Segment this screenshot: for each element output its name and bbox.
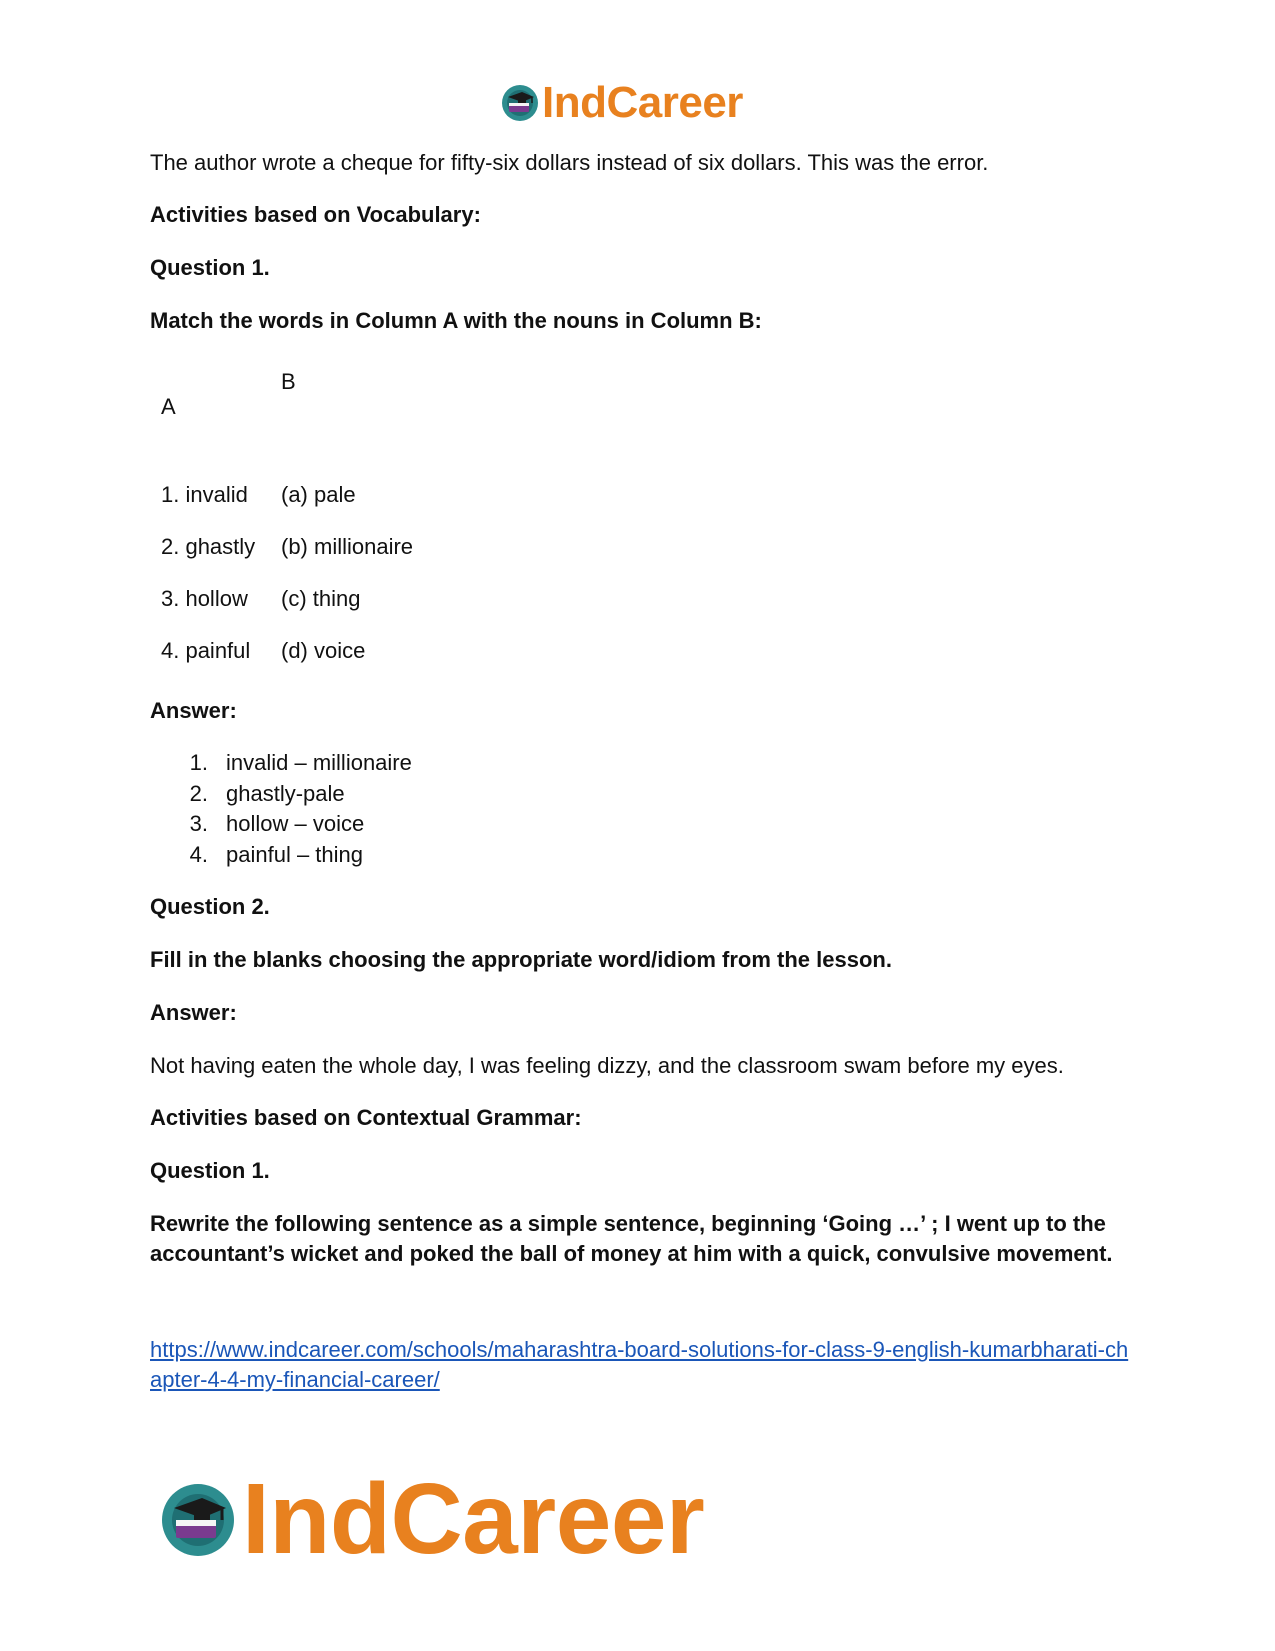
answer-label: Answer: <box>150 1000 237 1025</box>
list-item <box>150 840 1130 871</box>
question-2-answer: Not having eaten the whole day, I was feeling dizzy, and the classroom swam before my eyes. <box>150 1053 1064 1078</box>
table-row <box>150 638 1130 690</box>
list-text: painful – thing <box>226 841 363 867</box>
question-2-prompt: Fill in the blanks choosing the appropriate word/idiom from the lesson. <box>150 947 892 972</box>
question-1-prompt: Match the words in Column A with the nouns in Column B: <box>150 308 762 333</box>
graduation-book-icon <box>158 1480 238 1560</box>
grammar-question-1-prompt: Rewrite the following sentence as a simple sentence, beginning ‘Going …’ ; I went up to the accountant’s wicket and poked the ball of money at him with a quick, convulsive movement. <box>150 1211 1113 1266</box>
question-2-label: Question 2. <box>150 894 270 919</box>
list-text: hollow – voice <box>226 811 365 836</box>
vocab-heading: Activities based on Vocabulary: <box>150 202 481 227</box>
column-b-cell: (c) thing <box>281 586 361 611</box>
list-number: 1. <box>189 750 208 775</box>
list-text: ghastly-pale <box>226 780 345 806</box>
column-b-label: B <box>281 369 296 394</box>
intro-text: The author wrote a cheque for fifty-six dollars instead of six dollars. This was the error. <box>150 150 989 175</box>
graduation-book-icon <box>500 83 540 123</box>
grammar-heading: Activities based on Contextual Grammar: <box>150 1105 582 1130</box>
table-row <box>150 586 1130 638</box>
indcareer-logo-bottom <box>158 1462 704 1577</box>
table-row <box>150 534 1130 586</box>
source-link[interactable]: https://www.indcareer.com/schools/maharashtra-board-solutions-for-class-9-english-kumarbharati-chapter-4-4-my-financial-career/ <box>150 1337 1129 1392</box>
column-a-label: A <box>161 394 176 419</box>
column-b-cell: (d) voice <box>281 638 366 663</box>
match-table-header <box>150 364 1130 444</box>
document-body <box>150 148 1130 1395</box>
column-a-cell: 4. painful <box>161 638 251 663</box>
table-row <box>150 482 1130 534</box>
column-a-cell: 1. invalid <box>161 482 248 507</box>
question-1-label: Question 1. <box>150 255 270 280</box>
list-text: invalid – millionaire <box>226 750 412 775</box>
column-b-cell: (b) millionaire <box>281 534 414 559</box>
grammar-question-1-label: Question 1. <box>150 1158 270 1183</box>
list-number: 4. <box>189 841 208 867</box>
column-a-cell: 2. ghastly <box>161 534 256 559</box>
indcareer-logo-top <box>500 78 743 128</box>
list-item <box>150 748 1130 779</box>
answer-label: Answer: <box>150 698 237 723</box>
column-b-cell: (a) pale <box>281 482 356 507</box>
list-number: 2. <box>189 780 208 806</box>
column-a-cell: 3. hollow <box>161 586 248 611</box>
list-item <box>150 809 1130 840</box>
logo-wordmark: IndCareer <box>542 78 743 127</box>
answer-list <box>150 748 1130 870</box>
logo-wordmark: IndCareer <box>242 1463 705 1575</box>
list-number: 3. <box>189 811 208 836</box>
list-item <box>150 779 1130 810</box>
match-table <box>150 482 1130 690</box>
